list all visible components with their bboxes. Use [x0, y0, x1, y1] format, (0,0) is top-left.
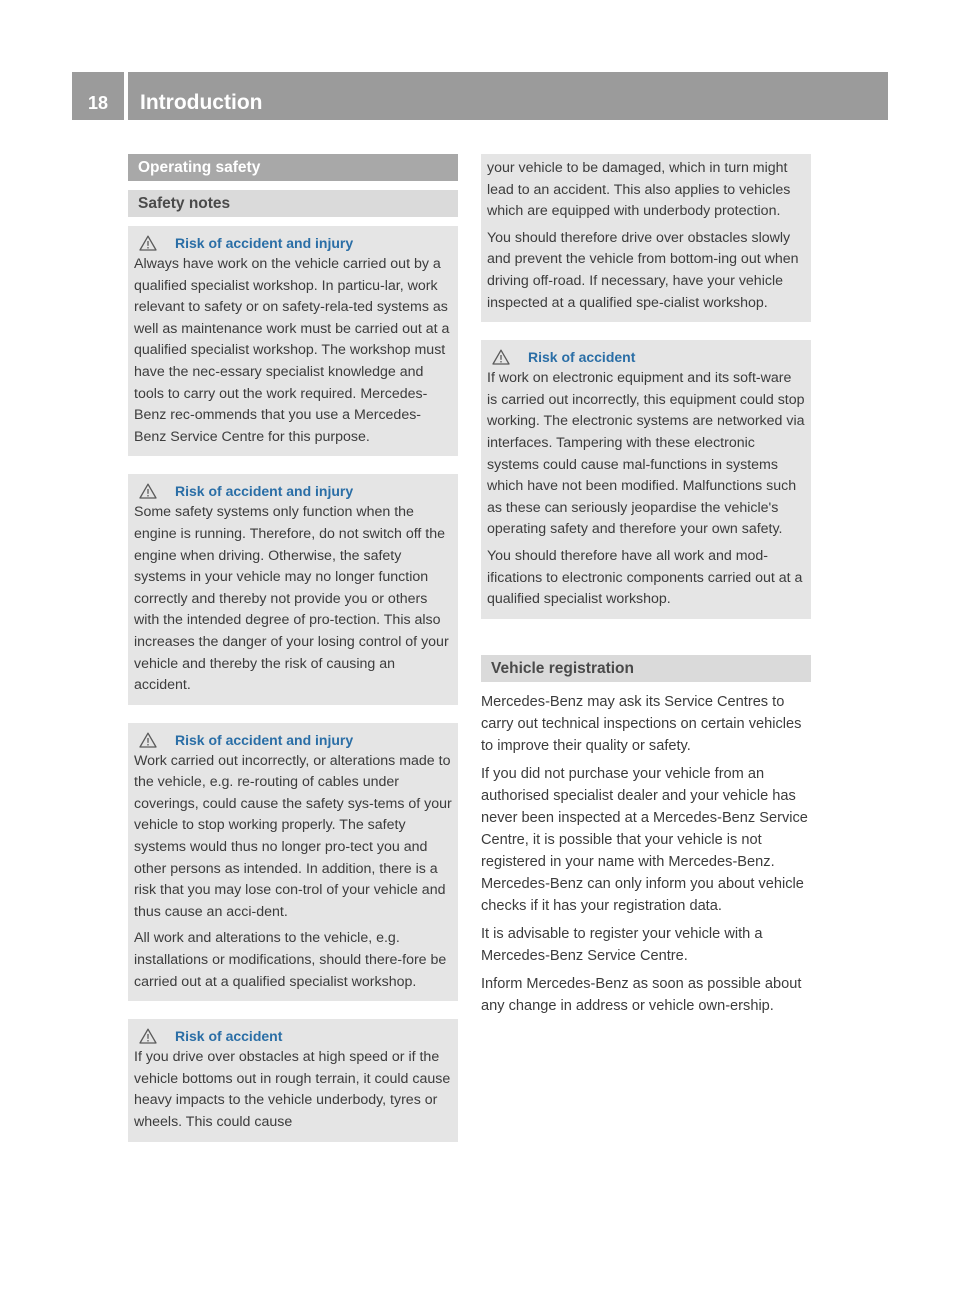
- left-column: [128, 154, 458, 1160]
- registration-paragraph: Mercedes-Benz may ask its Service Centres to carry out technical inspections on certain vehicles to improve their quality or safety.: [481, 693, 802, 754]
- warning-title: [487, 346, 805, 368]
- warning-title-text: Risk of accident: [528, 349, 636, 366]
- warning-paragraph: your vehicle to be damaged, which in turn might lead to an accident. This also applies to vehicles which are equipped with underbody protection.: [487, 160, 791, 220]
- warning-continued: [481, 154, 811, 322]
- warning-paragraph: Some safety systems only function when the engine is running. Therefore, do not switch off the engine when driving. Otherwise, the safety systems in your vehicle may no longer function correctly and thereby not provide you or others with the intended degree of pro-tection. This also increases the danger of your losing control of your vehicle and thereby the risk of causing an accident.: [134, 504, 449, 694]
- warning-title: [134, 729, 452, 751]
- warning-box: [128, 723, 458, 1002]
- warning-paragraph: You should therefore have all work and mod-ifications to electronic components carried out at a qualified specialist workshop.: [487, 547, 803, 608]
- warning-box: [128, 226, 458, 456]
- warning-box: [128, 1019, 458, 1141]
- warning-paragraph: If you drive over obstacles at high speed or if the vehicle bottoms out in rough terrain, it could cause heavy impacts to the vehicle underbody, tyres or wheels. This could cause: [134, 1049, 451, 1130]
- warning-paragraph: If work on electronic equipment and its soft-ware is carried out incorrectly, this equipment could stop working. The electronic systems are networked via interfaces. Tampering with these electronic systems could cause mal-functions in systems which have not been modified. Malfunctions such as these can seriously jeopardise the vehicle's operating safety and therefore your own safety.: [487, 370, 805, 538]
- warning-title: [134, 232, 452, 254]
- heading-safety-notes: Safety notes: [128, 190, 458, 217]
- registration-paragraph: It is advisable to register your vehicle with a Mercedes-Benz Service Centre.: [481, 925, 763, 964]
- heading-vehicle-registration: Vehicle registration: [481, 655, 811, 682]
- warning-box-electronics: [481, 340, 811, 619]
- right-column: [481, 154, 811, 1023]
- warning-paragraph: You should therefore drive over obstacles slowly and prevent the vehicle from bottom-ing out when driving off-road. If necessary, have your vehicle inspected at a qualified spe-cialist workshop.: [487, 229, 799, 311]
- registration-paragraph: Inform Mercedes-Benz as soon as possible about any change in address or vehicle own-ership.: [481, 975, 802, 1014]
- header-separator: [124, 72, 128, 120]
- warning-title-text: Risk of accident and injury: [175, 483, 354, 500]
- warning-title-text: Risk of accident: [175, 1028, 283, 1045]
- warning-title: [134, 480, 452, 502]
- warning-box: [128, 474, 458, 704]
- warning-paragraph: Work carried out incorrectly, or alterations made to the vehicle, e.g. re-routing of cables under coverings, could cause the safety sys-tems of your vehicle to stop working properly. The safety systems would thus no longer pro-tect you and other persons as intended. In addition, there is a risk that you may lose con-trol of your vehicle and thus cause an acci-dent.: [134, 752, 452, 920]
- registration-text: [481, 691, 811, 1017]
- warning-title-text: Risk of accident and injury: [175, 731, 354, 748]
- section-title: Introduction: [140, 91, 263, 114]
- warning-paragraph: All work and alterations to the vehicle, e.g. installations or modifications, should there-fore be carried out at a qualified specialist workshop.: [134, 930, 447, 990]
- page-number: 18: [87, 93, 109, 113]
- warning-triangle-icon: [139, 483, 157, 499]
- heading-operating-safety: Operating safety: [128, 154, 458, 181]
- registration-paragraph: If you did not purchase your vehicle from an authorised specialist dealer and your vehicle has never been inspected at a Mercedes-Benz Service Centre, it is possible that your vehicle is not registered in your name with Mercedes-Benz. Mercedes-Benz can only inform you about vehicle checks if it has your registration data.: [481, 765, 808, 914]
- warning-title-text: Risk of accident and injury: [175, 235, 354, 251]
- warning-triangle-icon: [139, 1028, 157, 1044]
- warning-triangle-icon: [492, 349, 510, 365]
- warning-title: [134, 1025, 452, 1047]
- warning-paragraph: Always have work on the vehicle carried out by a qualified specialist workshop. In particu-lar, work relevant to safety or on safety-rela-ted systems as well as maintenance work must be carried out at a qualified specialist workshop. The workshop must have the nec-essary specialist knowledge and tools to carry out the work required. Mercedes-Benz rec-ommends that you use a Mercedes-Benz Service Centre for this purpose.: [134, 256, 450, 445]
- left-warnings: [128, 226, 458, 1142]
- warning-triangle-icon: [139, 235, 157, 251]
- warning-triangle-icon: [139, 732, 157, 748]
